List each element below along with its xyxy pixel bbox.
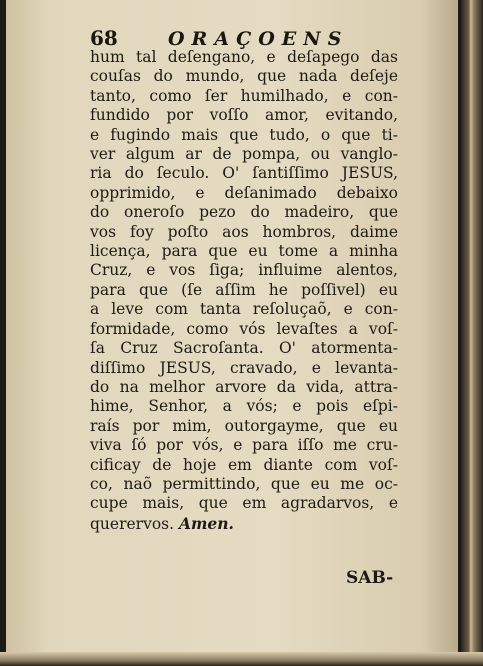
page-number: 68 <box>90 26 118 50</box>
text-line: viva ſó por vós, e para iſſo me cru- <box>90 436 398 455</box>
text-line: vos foy poſto aos hombros, daime <box>90 222 398 241</box>
text-line: opprimido, e deſanimado debaixo <box>90 183 398 202</box>
running-head: ORAÇOENS <box>168 28 349 50</box>
text-line: co, naõ permittindo, que eu me oc- <box>90 474 398 493</box>
text-line: cificay de hoje em diante com voſ- <box>90 455 398 474</box>
text-line: couſas do mundo, que nada deſeje <box>90 67 398 86</box>
text-line: do oneroſo pezo do madeiro, que <box>90 203 398 222</box>
text-line: diſſimo JESUS, cravado, e levanta- <box>90 358 398 377</box>
text-line: Cruz, e vos ſiga; influime alentos, <box>90 261 398 280</box>
text-line: tanto, como ſer humilhado, e con- <box>90 86 398 105</box>
text-line: do na melhor arvore da vida, attra- <box>90 377 398 396</box>
text-line: fundido por voſſo amor, evitando, <box>90 106 398 125</box>
text-line: cupe mais, que em agradarvos, e <box>90 494 398 513</box>
last-line-text: querervos. <box>90 514 175 533</box>
text-line: e fugindo mais que tudo, o que ti- <box>90 125 398 144</box>
text-line: licença, para que eu tome a minha <box>90 242 398 261</box>
amen-word: Amen. <box>178 513 234 533</box>
text-line: a leve com tanta reſoluçaõ, e con- <box>90 300 398 319</box>
text-line: hime, Senhor, a vós; e pois eſpi- <box>90 397 398 416</box>
text-line-final <box>90 514 398 534</box>
text-line: para que (ſe aſſim he poſſivel) eu <box>90 280 398 299</box>
text-line: raís por mim, outorgayme, que eu <box>90 416 398 435</box>
prayer-text <box>90 48 398 534</box>
text-line: ver algum ar de pompa, ou vanglo- <box>90 145 398 164</box>
book-edge <box>461 0 483 666</box>
page-bottom-edge <box>0 652 483 666</box>
text-line: ſa Cruz Sacroſanta. O' atormenta- <box>90 339 398 358</box>
text-line: formidade, como vós levaſtes a voſ- <box>90 319 398 338</box>
catchword: SAB- <box>346 568 394 588</box>
text-line: hum tal deſengano, e deſapego das <box>90 48 398 66</box>
text-line: ria do ſeculo. O' ſantiſſimo JESUS, <box>90 164 398 183</box>
